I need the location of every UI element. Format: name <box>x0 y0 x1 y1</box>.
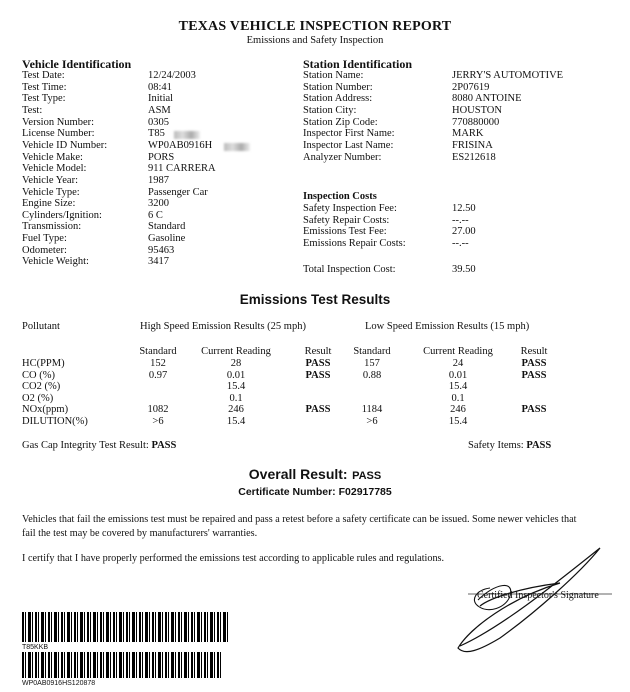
overall-result-value: PASS <box>352 470 382 482</box>
high-result-value: PASS <box>305 404 331 415</box>
vehicle-field-label: Vehicle ID Number: <box>22 139 108 151</box>
vehicle-field-label: Test Time: <box>22 81 67 93</box>
col-result-high: Result <box>304 346 332 357</box>
low-current-value: 0.1 <box>451 392 465 404</box>
pollutant-name: HC(PPM) <box>22 358 65 369</box>
certificate-number <box>0 486 630 498</box>
station-field-value: 2P07619 <box>452 81 490 93</box>
pollutant-name: NOx(ppm) <box>22 404 69 415</box>
low-result-value: PASS <box>521 404 547 415</box>
certify-statement: I certify that I have properly performed the emissions test according to applicable rules and regulations. <box>22 553 445 564</box>
report-subtitle: Emissions and Safety Inspection <box>246 35 384 46</box>
cost-value: --.-- <box>452 237 469 249</box>
costs-heading: Inspection Costs <box>303 191 377 202</box>
high-standard-value: >6 <box>152 415 164 427</box>
vehicle-field-label: Fuel Type: <box>22 233 67 245</box>
vehicle-field-value: 08:41 <box>148 81 172 93</box>
cost-label: Emissions Test Fee: <box>303 226 387 238</box>
notice-line-1: Vehicles that fail the emissions test must be repaired and pass a retest before a safety certificate can be issued. Some newer vehicles that <box>22 514 577 525</box>
total-cost-label: Total Inspection Cost: <box>303 264 396 275</box>
safety-items-result <box>468 440 551 451</box>
high-current-value: 0.1 <box>229 392 243 404</box>
vehicle-field-label: Odometer: <box>22 244 67 256</box>
notice-line-2: fail the test may be covered by manufacturers' warranties. <box>22 528 258 539</box>
pollutant-name: CO2 (%) <box>22 381 61 392</box>
vehicle-field-value: Standard <box>148 221 186 233</box>
cost-label: Safety Inspection Fee: <box>303 203 397 214</box>
station-field-label: Station Address: <box>303 93 373 105</box>
gas-cap-value: PASS <box>151 440 177 451</box>
pollutant-header: Pollutant <box>22 321 60 332</box>
high-standard-value: 1082 <box>147 404 169 415</box>
vehicle-field-label: Version Number: <box>22 116 95 128</box>
report-title: TEXAS VEHICLE INSPECTION REPORT <box>178 19 452 34</box>
station-field-label: Inspector First Name: <box>303 128 395 140</box>
station-heading: Station Identification <box>303 57 413 71</box>
station-field-label: Analyzer Number: <box>303 151 382 163</box>
vehicle-field-label: Vehicle Type: <box>22 186 80 198</box>
safety-items-label: Safety Items: <box>468 440 524 451</box>
station-field-value: 8080 ANTOINE <box>452 93 522 105</box>
low-standard-value: >6 <box>366 415 378 427</box>
low-current-value: 15.4 <box>448 381 468 392</box>
high-result-value: PASS <box>305 369 331 381</box>
low-current-value: 0.01 <box>448 369 468 381</box>
high-current-value: 0.01 <box>226 369 246 381</box>
redacted-mark <box>224 143 250 151</box>
certificate-label: Certificate Number: <box>238 486 336 498</box>
station-field-label: Station Zip Code: <box>303 116 378 128</box>
col-standard-low: Standard <box>353 346 391 357</box>
vehicle-field-label: Vehicle Weight: <box>22 256 89 268</box>
vehicle-field-value: ASM <box>148 104 171 116</box>
station-field-value: ES212618 <box>452 151 496 163</box>
low-standard-value: 0.88 <box>362 369 382 381</box>
high-current-value: 246 <box>228 404 244 415</box>
station-field-value: FRISINA <box>452 139 493 151</box>
certificate-value: F02917785 <box>338 486 392 498</box>
col-current-high: Current Reading <box>201 346 271 357</box>
station-field-value: HOUSTON <box>452 104 502 116</box>
redacted-mark <box>174 131 200 139</box>
vehicle-heading: Vehicle Identification <box>22 57 132 71</box>
station-field-label: Station Number: <box>303 81 373 93</box>
cost-value: 27.00 <box>452 226 476 238</box>
station-field-label: Station City: <box>303 104 357 116</box>
low-current-value: 15.4 <box>448 415 468 427</box>
vehicle-field-label: Test: <box>22 104 43 116</box>
barcode-bottom-text: WP0AB0916HS120878 <box>22 680 96 687</box>
vehicle-field-value: 911 CARRERA <box>148 163 216 175</box>
cost-label: Safety Repair Costs: <box>303 214 390 226</box>
total-cost-value: 39.50 <box>452 264 476 275</box>
station-field-label: Inspector Last Name: <box>303 139 394 151</box>
vehicle-field-value: 3200 <box>148 198 169 210</box>
vehicle-field-value: Initial <box>148 93 174 105</box>
col-standard-high: Standard <box>139 346 177 357</box>
vehicle-field-value: 12/24/2003 <box>148 70 196 81</box>
high-result-value: PASS <box>305 358 331 369</box>
high-current-value: 15.4 <box>226 415 246 427</box>
col-current-low: Current Reading <box>423 346 493 357</box>
vehicle-field-label: Vehicle Year: <box>22 174 78 186</box>
station-field-value: 770880000 <box>452 116 500 128</box>
signature-label: Certified Inspector's Signature <box>477 590 599 601</box>
vehicle-field-label: License Number: <box>22 128 95 140</box>
low-current-value: 246 <box>450 404 466 415</box>
vehicle-field-value: 1987 <box>148 174 169 186</box>
high-standard-value: 0.97 <box>148 369 168 381</box>
high-current-value: 15.4 <box>226 381 246 392</box>
vehicle-field-label: Vehicle Make: <box>22 151 83 163</box>
cost-value: 12.50 <box>452 203 476 214</box>
barcode-top <box>22 612 230 642</box>
pollutant-name: DILUTION(%) <box>22 415 88 427</box>
low-current-value: 24 <box>452 358 464 369</box>
vehicle-field-value: 3417 <box>148 256 169 268</box>
vehicle-field-value: 0305 <box>148 116 169 128</box>
vehicle-field-value: 6 C <box>148 209 163 221</box>
vehicle-field-value: WP0AB0916H <box>148 139 213 151</box>
vehicle-field-value: 95463 <box>148 244 175 256</box>
barcode-top-text: T85KKB <box>22 644 49 651</box>
station-field-label: Station Name: <box>303 70 364 81</box>
vehicle-field-value: Passenger Car <box>148 186 208 198</box>
gas-cap-label: Gas Cap Integrity Test Result: <box>22 440 149 451</box>
high-standard-value: 152 <box>150 358 166 369</box>
vehicle-field-value: PORS <box>148 151 175 163</box>
pollutant-name: O2 (%) <box>22 392 54 404</box>
col-result-low: Result <box>520 346 548 357</box>
safety-items-value: PASS <box>526 440 552 451</box>
vehicle-field-label: Test Date: <box>22 70 65 81</box>
vehicle-field-value: T85 <box>148 128 165 140</box>
vehicle-field-label: Vehicle Model: <box>22 163 87 175</box>
high-current-value: 28 <box>230 358 242 369</box>
vehicle-field-label: Test Type: <box>22 93 66 105</box>
cost-value: --.-- <box>452 214 469 226</box>
high-speed-header: High Speed Emission Results (25 mph) <box>140 321 306 332</box>
cost-label: Emissions Repair Costs: <box>303 237 406 249</box>
pollutant-name: CO (%) <box>22 369 55 381</box>
emissions-heading: Emissions Test Results <box>239 292 391 307</box>
low-speed-header: Low Speed Emission Results (15 mph) <box>365 321 530 332</box>
vehicle-field-label: Cylinders/Ignition: <box>22 209 102 221</box>
low-result-value: PASS <box>521 369 547 381</box>
low-result-value: PASS <box>521 358 547 369</box>
station-field-value: MARK <box>452 128 484 140</box>
low-standard-value: 157 <box>364 358 380 369</box>
vehicle-field-value: Gasoline <box>148 233 186 245</box>
barcode-bottom <box>22 652 222 678</box>
vehicle-field-label: Engine Size: <box>22 198 76 210</box>
station-field-value: JERRY'S AUTOMOTIVE <box>452 70 564 81</box>
low-standard-value: 1184 <box>361 404 383 415</box>
gas-cap-result <box>22 440 176 451</box>
overall-result-label: Overall Result: <box>248 466 348 482</box>
overall-result <box>0 466 630 484</box>
vehicle-field-label: Transmission: <box>22 221 82 233</box>
